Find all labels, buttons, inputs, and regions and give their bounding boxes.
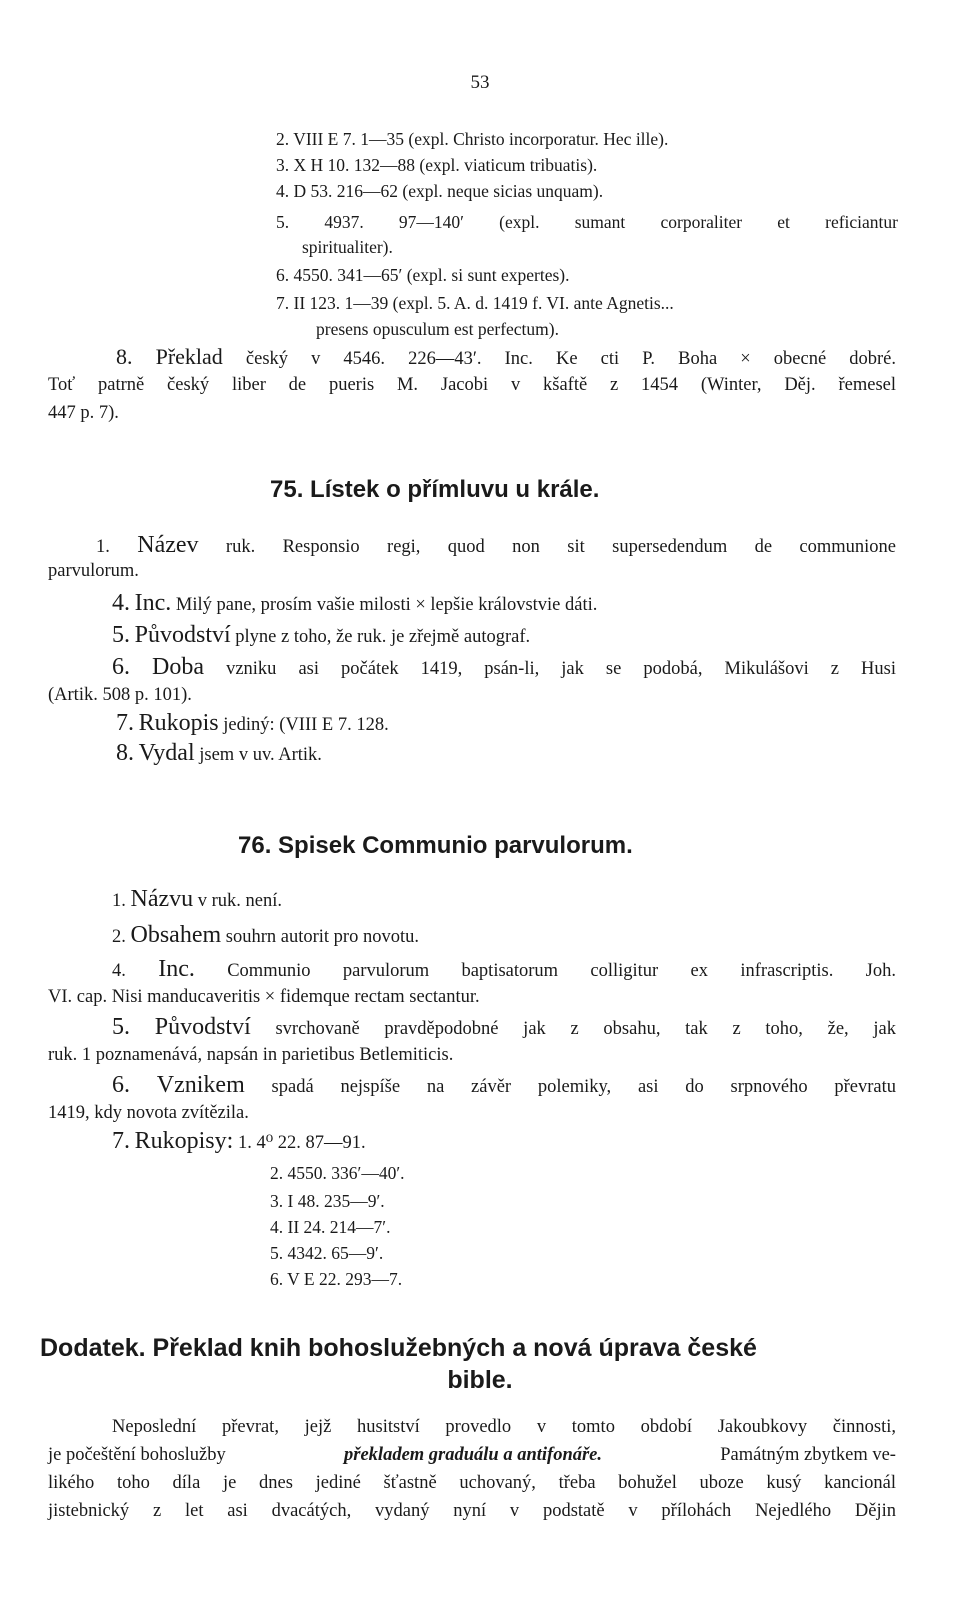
section-75-item [116, 712, 389, 736]
item-text: D 53. 216—62 (expl. neque sicias unquam). [293, 181, 604, 201]
item-text: 4937. 97—140′ (expl. sumant corporaliter et reficiantur [324, 212, 898, 232]
emphasized-text: překladem graduálu a antifonáře. [344, 1445, 603, 1465]
item-head: Názvu [130, 886, 194, 912]
item-8-line: Toť patrně český liber de pueris M. Jacobi v kšaftě z 1454 (Winter, Děj. řemesel [48, 375, 896, 395]
item-head: Inc. [134, 590, 172, 616]
item-head: Původství [154, 1014, 251, 1040]
item-text: svrchovaně pravděpodobné jak z obsahu, tak z toho, že, jak [275, 1019, 896, 1039]
item-head: Rukopis [138, 710, 219, 736]
list-item [276, 154, 597, 176]
section-76-title: 76. Spisek Communio parvulorum. [238, 832, 633, 859]
item-text: Communio parvulorum baptisatorum colligitur ex infrascriptis. Joh. [227, 961, 897, 981]
item-number: 6. [276, 265, 290, 285]
item-8-line: 447 p. 7). [48, 403, 119, 423]
list-item [276, 180, 603, 202]
section-75-continuation: (Artik. 508 p. 101). [48, 685, 192, 705]
item-head: Rukopisy: [134, 1128, 234, 1154]
section-75-item [112, 656, 896, 680]
list-item [276, 211, 898, 233]
item-number: 5. [112, 1014, 130, 1040]
section-75-item [96, 534, 896, 558]
item-number: 8. [116, 344, 133, 369]
manuscript-entry: 4. II 24. 214—7′. [270, 1217, 391, 1237]
item-head: Vznikem [156, 1072, 245, 1098]
section-76-continuation: VI. cap. Nisi manducaveritis × fidemque rectam sectantur. [48, 987, 480, 1007]
item-number: 8. [116, 740, 134, 766]
item-number: 4. [276, 181, 290, 201]
item-text: VIII E 7. 1—35 (expl. Christo incorporatur. Hec ille). [293, 129, 669, 149]
item-number: 2. [276, 129, 290, 149]
item-number: 1. [96, 537, 110, 557]
manuscript-entry: 5. 4342. 65—9′. [270, 1243, 384, 1263]
item-number: 4. [112, 961, 126, 981]
section-76-continuation: ruk. 1 poznamenává, napsán in parietibus Betlemiticis. [48, 1045, 454, 1065]
section-76-item [112, 1016, 896, 1040]
item-number: 6. [112, 654, 130, 680]
item-number: 7. [112, 1128, 130, 1154]
item-8-line [116, 346, 896, 370]
paragraph-line: Neposlední převrat, jejž husitství provedlo v tomto období Jakoubkovy činnosti, [112, 1417, 896, 1437]
paragraph-text: Památným zbytkem ve- [720, 1445, 896, 1465]
item-number: 3. [276, 155, 290, 175]
item-number: 5. [276, 212, 290, 232]
item-text: ruk. Responsio regi, quod non sit supersedendum de communione [225, 537, 896, 557]
section-75-title: 75. Lístek o přímluvu u krále. [270, 476, 600, 503]
item-number: 7. [116, 710, 134, 736]
paragraph-line: jistebnický z let asi dvacátých, vydaný nyní v podstatě v přílohách Nejedlého Dějin [48, 1501, 896, 1521]
item-number: 7. [276, 293, 290, 313]
section-76-item [112, 888, 282, 912]
list-item [276, 128, 668, 150]
item-head: Původství [134, 622, 231, 648]
item-text: spadá nejspíše na závěr polemiky, asi do srpnového převratu [271, 1077, 897, 1097]
item-text: plyne z toho, že ruk. je zřejmě autograf. [235, 627, 531, 647]
paragraph-line [48, 1444, 896, 1466]
item-number: 5. [112, 622, 130, 648]
item-number: 2. [112, 927, 126, 947]
paragraph-line: likého toho díla je dnes jediné šťastně uchovaný, třeba bohužel uboze kusý kancionál [48, 1473, 896, 1493]
dodatek-title: Dodatek. Překlad knih bohoslužebných a nová úprava české [40, 1334, 757, 1362]
item-number: 4. [112, 590, 130, 616]
item-number: 1. [112, 891, 126, 911]
item-head: Překlad [155, 344, 223, 369]
item-text: Milý pane, prosím vašie milosti × lepšie královstvie dáti. [175, 595, 598, 615]
item-text: souhrn autorit pro novotu. [225, 927, 419, 947]
section-75-item [112, 592, 597, 616]
rukopisy-heading [112, 1130, 366, 1154]
paragraph-text: je počeštění bohoslužby [48, 1445, 226, 1465]
item-text: český v 4546. 226—43′. Inc. Ke cti P. Boha × obecné dobré. [245, 349, 897, 369]
section-76-item [112, 924, 419, 948]
list-item [276, 264, 570, 286]
manuscript-entry: 6. V E 22. 293—7. [270, 1269, 403, 1289]
section-76-continuation: 1419, kdy novota zvítězila. [48, 1103, 249, 1123]
list-item [276, 292, 674, 314]
manuscript-entry: 2. 4550. 336′—40′. [270, 1163, 405, 1183]
manuscript-entry: 1. 4⁰ 22. 87—91. [237, 1133, 366, 1153]
page-number: 53 [470, 72, 490, 93]
section-75-item [116, 742, 322, 766]
item-text: jediný: (VIII E 7. 128. [223, 715, 389, 735]
item-head: Vydal [138, 740, 195, 766]
item-text: v ruk. není. [197, 891, 283, 911]
list-item-continuation: spiritualiter). [302, 237, 393, 257]
manuscript-entry: 3. I 48. 235—9′. [270, 1191, 385, 1211]
item-text: jsem v uv. Artik. [199, 745, 322, 765]
item-head: Inc. [158, 956, 195, 982]
section-76-item [112, 1074, 896, 1098]
dodatek-title-continuation: bible. [447, 1366, 513, 1394]
item-head: Název [137, 532, 199, 558]
item-head: Obsahem [130, 922, 222, 948]
section-76-item [112, 958, 896, 982]
item-text: II 123. 1—39 (expl. 5. A. d. 1419 f. VI. ante Agnetis... [293, 293, 674, 313]
item-text: vzniku asi počátek 1419, psán-li, jak se podobá, Mikulášovi z Husi [226, 659, 897, 679]
item-text: X H 10. 132—88 (expl. viaticum tribuatis). [293, 155, 598, 175]
list-item-continuation: presens opusculum est perfectum). [316, 319, 559, 339]
item-text: 4550. 341—65′ (expl. si sunt expertes). [293, 265, 570, 285]
section-75-item [112, 624, 530, 648]
item-number: 6. [112, 1072, 130, 1098]
section-75-continuation: parvulorum. [48, 561, 139, 581]
item-head: Doba [152, 654, 205, 680]
